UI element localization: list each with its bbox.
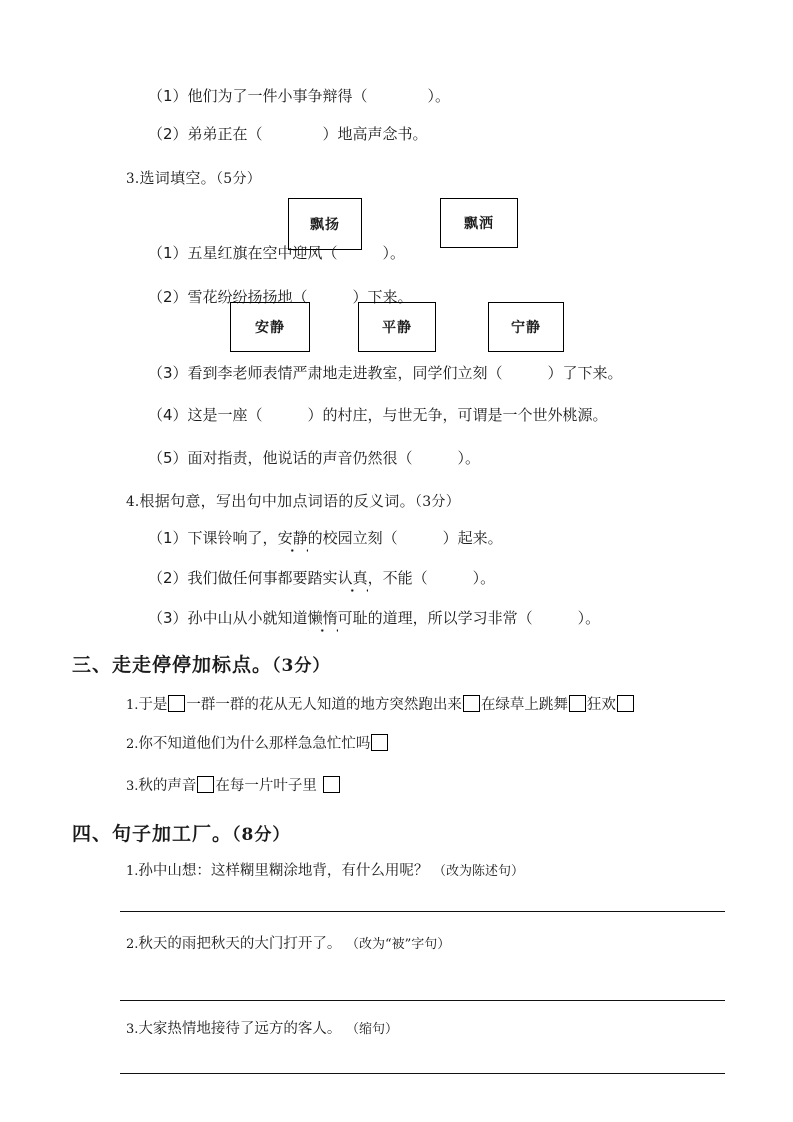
question-3-number: 3. — [126, 171, 140, 187]
punctuation-box[interactable] — [371, 734, 388, 751]
instruction-text: （改为陈述句） — [433, 864, 525, 879]
word-box-pingjing: 平静 — [358, 302, 436, 352]
section-3-item-2 — [126, 734, 389, 755]
word-box-ningjing: 宁静 — [488, 302, 564, 352]
item-number: 3. — [126, 779, 139, 794]
carryover-item-1: （1）他们为了一件小事争辩得（ ）。 — [148, 87, 451, 105]
instruction-text: （改为“被”字句） — [346, 937, 451, 952]
question-4-item-1 — [148, 528, 503, 548]
segment-text: 于是 — [138, 697, 168, 713]
item-number: 2. — [126, 937, 139, 952]
section-4-score: （8分） — [232, 825, 291, 845]
word-box-anjing: 安静 — [230, 302, 310, 352]
item-number: 1. — [126, 864, 139, 879]
emphasis-word: 安静 — [277, 529, 308, 547]
question-3-item-3: （3）看到李老师表情严肃地走进教室，同学们立刻（ ）了下来。 — [148, 364, 623, 382]
section-3-title: 走走停停加标点。 — [112, 654, 273, 676]
section-3-number: 三、 — [72, 654, 113, 676]
sentence-text: 秋天的雨把秋天的大门打开了。 — [138, 936, 342, 952]
item-text-after: 可耻的道理，所以学习非常（ ）。 — [337, 609, 601, 627]
section-4-number: 四、 — [72, 823, 113, 845]
section-4-item-1 — [126, 861, 524, 882]
question-4-item-2 — [148, 568, 495, 588]
punctuation-box[interactable] — [569, 695, 586, 712]
punctuation-box[interactable] — [168, 695, 185, 712]
section-3-score: （3分） — [272, 656, 331, 676]
item-text-before: 我们做任何事都要踏实 — [187, 569, 338, 587]
section-3-item-1 — [126, 695, 635, 716]
word-box-piaoyang: 飘扬 — [288, 198, 362, 250]
sentence-text: 大家热情地接待了远方的客人。 — [138, 1021, 342, 1037]
item-text-after: 的校园立刻（ ）起来。 — [307, 529, 503, 547]
item-number: 2. — [126, 737, 139, 752]
segment-text: 在每一片叶子里 — [215, 778, 322, 794]
word-box-piaosa: 飘洒 — [440, 198, 518, 248]
emphasis-word: 认真 — [337, 569, 368, 587]
punctuation-box[interactable] — [617, 695, 634, 712]
punctuation-box[interactable] — [463, 695, 480, 712]
answer-line-1[interactable] — [120, 911, 725, 912]
item-text-before: 孙中山从小就知道 — [187, 609, 308, 627]
item-number: 1. — [126, 698, 139, 713]
question-3-score: （5分） — [216, 171, 262, 187]
answer-line-3[interactable] — [120, 1073, 725, 1074]
question-4-heading — [126, 491, 460, 512]
question-3-title: 选词填空。 — [139, 169, 216, 187]
section-4-item-2 — [126, 934, 450, 955]
punctuation-box[interactable] — [197, 776, 214, 793]
emphasis-word: 懒惰 — [307, 609, 338, 627]
section-3-heading — [72, 653, 330, 678]
item-text-before: 下课铃响了， — [187, 529, 278, 547]
question-3-heading — [126, 168, 261, 189]
sentence-text: 孙中山想：这样糊里糊涂地背，有什么用呢？ — [138, 863, 429, 879]
item-text-after: ，不能（ ）。 — [367, 569, 496, 587]
answer-line-2[interactable] — [120, 1000, 725, 1001]
segment-text: 秋的声音 — [138, 778, 197, 794]
item-number: 3. — [126, 1022, 139, 1037]
question-4-item-3 — [148, 608, 600, 628]
section-4-item-3 — [126, 1019, 398, 1040]
carryover-item-2: （2）弟弟正在（ ）地高声念书。 — [148, 125, 428, 143]
segment-text: 一群一群的花从无人知道的地方突然跑出来 — [186, 697, 462, 713]
section-4-title: 句子加工厂。 — [112, 823, 233, 845]
section-4-heading — [72, 822, 290, 847]
punctuation-box[interactable] — [323, 776, 340, 793]
question-3-item-2: （2）雪花纷纷扬扬地（ ）下来。 — [148, 288, 413, 306]
item-label: （1） — [148, 529, 188, 547]
question-4-number: 4. — [126, 494, 140, 510]
segment-text: 在绿草上跳舞 — [480, 697, 568, 713]
instruction-text: （缩句） — [346, 1022, 399, 1037]
item-label: （2） — [148, 569, 188, 587]
segment-text: 狂欢 — [586, 697, 616, 713]
question-3-item-1: （1）五星红旗在空中迎风（ ）。 — [148, 244, 406, 262]
question-4-score: （3分） — [414, 494, 460, 510]
question-3-item-5: （5）面对指责，他说话的声音仍然很（ ）。 — [148, 449, 481, 467]
item-label: （3） — [148, 609, 188, 627]
question-4-title: 根据句意，写出句中加点词语的反义词。 — [139, 492, 415, 510]
section-3-item-3 — [126, 776, 341, 797]
question-3-item-4: （4）这是一座（ ）的村庄，与世无争，可谓是一个世外桃源。 — [148, 406, 608, 424]
segment-text: 你不知道他们为什么那样急急忙忙吗 — [138, 736, 371, 752]
